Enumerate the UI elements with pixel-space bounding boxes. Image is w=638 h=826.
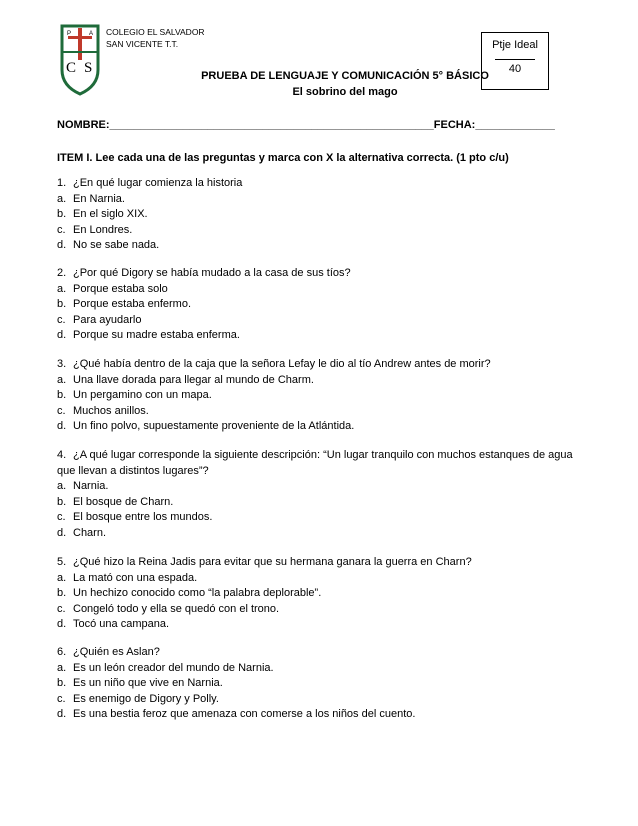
question-text	[57, 176, 587, 192]
option-letter: d.	[57, 420, 67, 432]
exam-title-block	[160, 68, 530, 100]
option-letter: b.	[57, 208, 67, 220]
option-b[interactable]	[57, 207, 587, 223]
question-number: 3.	[57, 358, 67, 370]
option-text: El bosque entre los mundos.	[73, 511, 213, 523]
question-text	[57, 645, 587, 661]
option-letter: b.	[57, 677, 67, 689]
option-d[interactable]	[57, 707, 587, 723]
question-5	[57, 555, 587, 633]
option-letter: a.	[57, 571, 67, 584]
option-letter: c.	[57, 223, 66, 236]
question-prompt: ¿Quién es Aslan?	[73, 646, 160, 658]
option-b[interactable]	[57, 586, 587, 602]
option-text: Porque su madre estaba enferma.	[73, 329, 240, 341]
option-letter: d.	[57, 708, 67, 720]
question-number: 4.	[57, 449, 67, 461]
school-crest-logo	[60, 24, 100, 96]
question-prompt: ¿Por qué Digory se había mudado a la casa de sus tíos?	[73, 267, 351, 279]
score-total: 40	[508, 63, 522, 75]
option-text: Una llave dorada para llegar al mundo de Charm.	[73, 373, 314, 386]
option-letter: c.	[57, 313, 66, 326]
option-letter: c.	[57, 602, 66, 615]
svg-text:S: S	[84, 60, 93, 76]
option-text: El bosque de Charn.	[73, 495, 174, 508]
option-a[interactable]	[57, 373, 587, 389]
svg-text:A: A	[89, 31, 94, 37]
question-text	[57, 555, 587, 571]
question-text	[57, 357, 587, 373]
option-letter: d.	[57, 618, 67, 630]
option-text: No se sabe nada.	[73, 239, 160, 251]
option-text: La mató con una espada.	[73, 571, 198, 584]
option-letter: b.	[57, 298, 67, 310]
exam-subtitle: El sobrino del mago	[292, 86, 398, 98]
option-b[interactable]	[57, 495, 587, 511]
option-a[interactable]	[57, 479, 587, 495]
option-c[interactable]	[57, 602, 587, 618]
option-letter: b.	[57, 389, 67, 401]
option-c[interactable]	[57, 404, 587, 420]
question-text	[57, 266, 587, 282]
school-line-1: COLEGIO EL SALVADOR	[106, 27, 205, 37]
option-text: Charn.	[73, 526, 107, 539]
option-d[interactable]	[57, 617, 587, 633]
option-letter: a.	[57, 373, 67, 386]
option-letter: d.	[57, 239, 67, 251]
option-a[interactable]	[57, 192, 587, 208]
option-text: Porque estaba solo	[73, 282, 168, 295]
option-letter: a.	[57, 661, 67, 674]
question-prompt: ¿A qué lugar corresponde la siguiente descripción: “Un lugar tranquilo con muchos estanques de agua que llevan a distintos lugares”?	[57, 449, 573, 477]
item-heading: ITEM I. Lee cada una de las preguntas y marca con X la alternativa correcta. (1 pto c/u)	[57, 152, 509, 164]
option-b[interactable]	[57, 388, 587, 404]
option-text: Congeló todo y ella se quedó con el trono.	[73, 602, 280, 615]
question-1	[57, 176, 587, 254]
question-prompt: ¿Qué hizo la Reina Jadis para evitar que su hermana ganara la guerra en Charn?	[73, 556, 472, 568]
option-text: Narnia.	[73, 480, 109, 492]
question-4	[57, 448, 587, 541]
option-letter: a.	[57, 192, 67, 205]
option-text: Un hechizo conocido como “la palabra deplorable”.	[73, 587, 322, 599]
question-prompt: ¿En qué lugar comienza la historia	[73, 177, 243, 189]
exam-title: PRUEBA DE LENGUAJE Y COMUNICACIÓN 5° BÁSICO	[201, 70, 489, 82]
question-number: 6.	[57, 646, 67, 658]
option-letter: a.	[57, 480, 67, 492]
option-letter: c.	[57, 692, 66, 705]
option-letter: c.	[57, 511, 66, 523]
option-text: En Narnia.	[73, 192, 125, 205]
option-d[interactable]	[57, 328, 587, 344]
option-text: Un fino polvo, supuestamente proveniente de la Atlántida.	[73, 420, 355, 432]
question-number: 2.	[57, 267, 67, 279]
option-text: Es un niño que vive en Narnia.	[73, 677, 223, 689]
question-2	[57, 266, 587, 344]
question-prompt: ¿Qué había dentro de la caja que la señora Lefay le dio al tío Andrew antes de morir?	[73, 358, 491, 370]
option-text: Muchos anillos.	[73, 404, 149, 417]
name-date-line[interactable]: NOMBRE:_____________________________________________________FECHA:_____________	[57, 119, 555, 131]
question-6	[57, 645, 587, 723]
option-d[interactable]	[57, 419, 587, 435]
option-c[interactable]	[57, 313, 587, 329]
option-text: Tocó una campana.	[73, 618, 170, 630]
option-text: Porque estaba enfermo.	[73, 298, 192, 310]
option-text: Un pergamino con un mapa.	[73, 389, 212, 401]
option-text: Es enemigo de Digory y Polly.	[73, 692, 219, 705]
option-a[interactable]	[57, 571, 587, 587]
option-text: Para ayudarlo	[73, 313, 142, 326]
question-number: 5.	[57, 556, 67, 568]
question-number: 1.	[57, 177, 67, 189]
option-c[interactable]	[57, 510, 587, 526]
option-d[interactable]	[57, 526, 587, 542]
score-line	[495, 59, 535, 60]
school-line-2: SAN VICENTE T.T.	[106, 39, 179, 49]
option-d[interactable]	[57, 238, 587, 254]
option-letter: d.	[57, 329, 67, 341]
svg-text:P: P	[67, 31, 72, 37]
option-letter: b.	[57, 587, 67, 599]
option-a[interactable]	[57, 661, 587, 677]
option-text: En el siglo XIX.	[73, 208, 148, 220]
option-letter: b.	[57, 495, 67, 508]
option-text: En Londres.	[73, 223, 133, 236]
question-text	[57, 448, 587, 479]
option-letter: c.	[57, 404, 66, 417]
option-b[interactable]	[57, 297, 587, 313]
option-b[interactable]	[57, 676, 587, 692]
option-a[interactable]	[57, 282, 587, 298]
option-text: Es una bestia feroz que amenaza con comerse a los niños del cuento.	[73, 708, 416, 720]
question-3	[57, 357, 587, 435]
option-c[interactable]	[57, 692, 587, 708]
option-letter: d.	[57, 526, 67, 539]
score-label: Ptje Ideal	[492, 39, 538, 51]
option-c[interactable]	[57, 223, 587, 239]
school-name	[106, 26, 205, 50]
option-letter: a.	[57, 282, 67, 295]
svg-text:C: C	[66, 60, 77, 76]
option-text: Es un león creador del mundo de Narnia.	[73, 661, 274, 674]
